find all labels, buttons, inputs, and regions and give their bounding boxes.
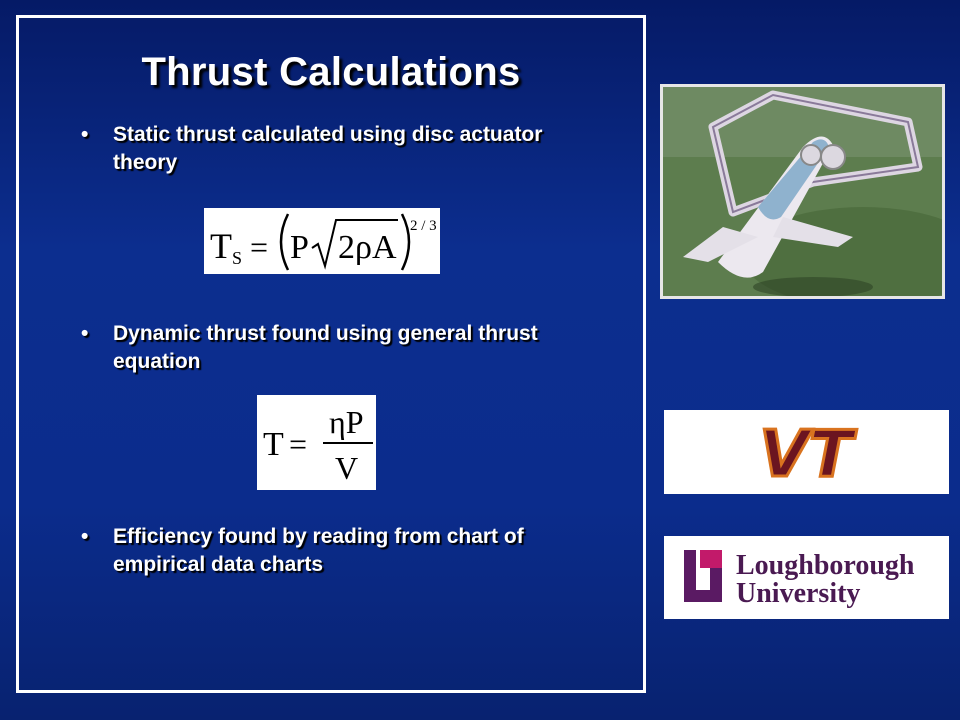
- slide-title: Thrust Calculations: [141, 50, 521, 94]
- bullet-dot: •: [81, 123, 89, 146]
- right-paren-icon: [402, 214, 409, 270]
- bullet-text: Static thrust calculated using disc actuator theory: [113, 123, 543, 174]
- vt-logo-icon: [664, 410, 949, 494]
- virginia-tech-logo: [664, 410, 949, 494]
- static-thrust-equation-graphic: [204, 208, 440, 274]
- eq2-equals: =: [289, 426, 308, 462]
- vt-logo-text: VT: [759, 418, 853, 492]
- eq1-p: P: [290, 229, 309, 266]
- loughborough-logo: [664, 536, 949, 619]
- dynamic-thrust-equation-graphic: [257, 395, 376, 490]
- loughborough-logo-icon: [664, 536, 949, 619]
- bullet-dot: •: [81, 525, 89, 548]
- bullet-dynamic-thrust: [81, 320, 581, 376]
- eq1-exponent: 2 / 3: [410, 218, 437, 234]
- aircraft-photo: [660, 84, 945, 299]
- bullet-static-thrust: [81, 121, 581, 177]
- eq1-equals: =: [250, 229, 269, 265]
- eq2-lhs: T: [263, 426, 284, 463]
- aircraft-render-icon: [663, 87, 942, 296]
- left-paren-icon: [281, 214, 288, 270]
- eq2-denominator: V: [335, 450, 359, 486]
- loughborough-line1: Loughborough: [736, 550, 915, 581]
- loughborough-line2: University: [736, 578, 861, 609]
- eq2-numerator: ηP: [329, 404, 364, 440]
- eq1-lhs: T: [210, 226, 232, 266]
- bullet-efficiency: [81, 523, 581, 579]
- eq1-lhs-sub: S: [232, 248, 243, 268]
- bullet-text: Efficiency found by reading from chart of empirical data charts: [113, 525, 524, 576]
- content-panel: [16, 15, 646, 693]
- bullet-text: Dynamic thrust found using general thrust equation: [113, 322, 538, 373]
- static-thrust-equation: [204, 208, 440, 274]
- eq1-radicand: 2ρA: [338, 229, 397, 266]
- bullet-dot: •: [81, 322, 89, 345]
- dynamic-thrust-equation: [257, 395, 376, 490]
